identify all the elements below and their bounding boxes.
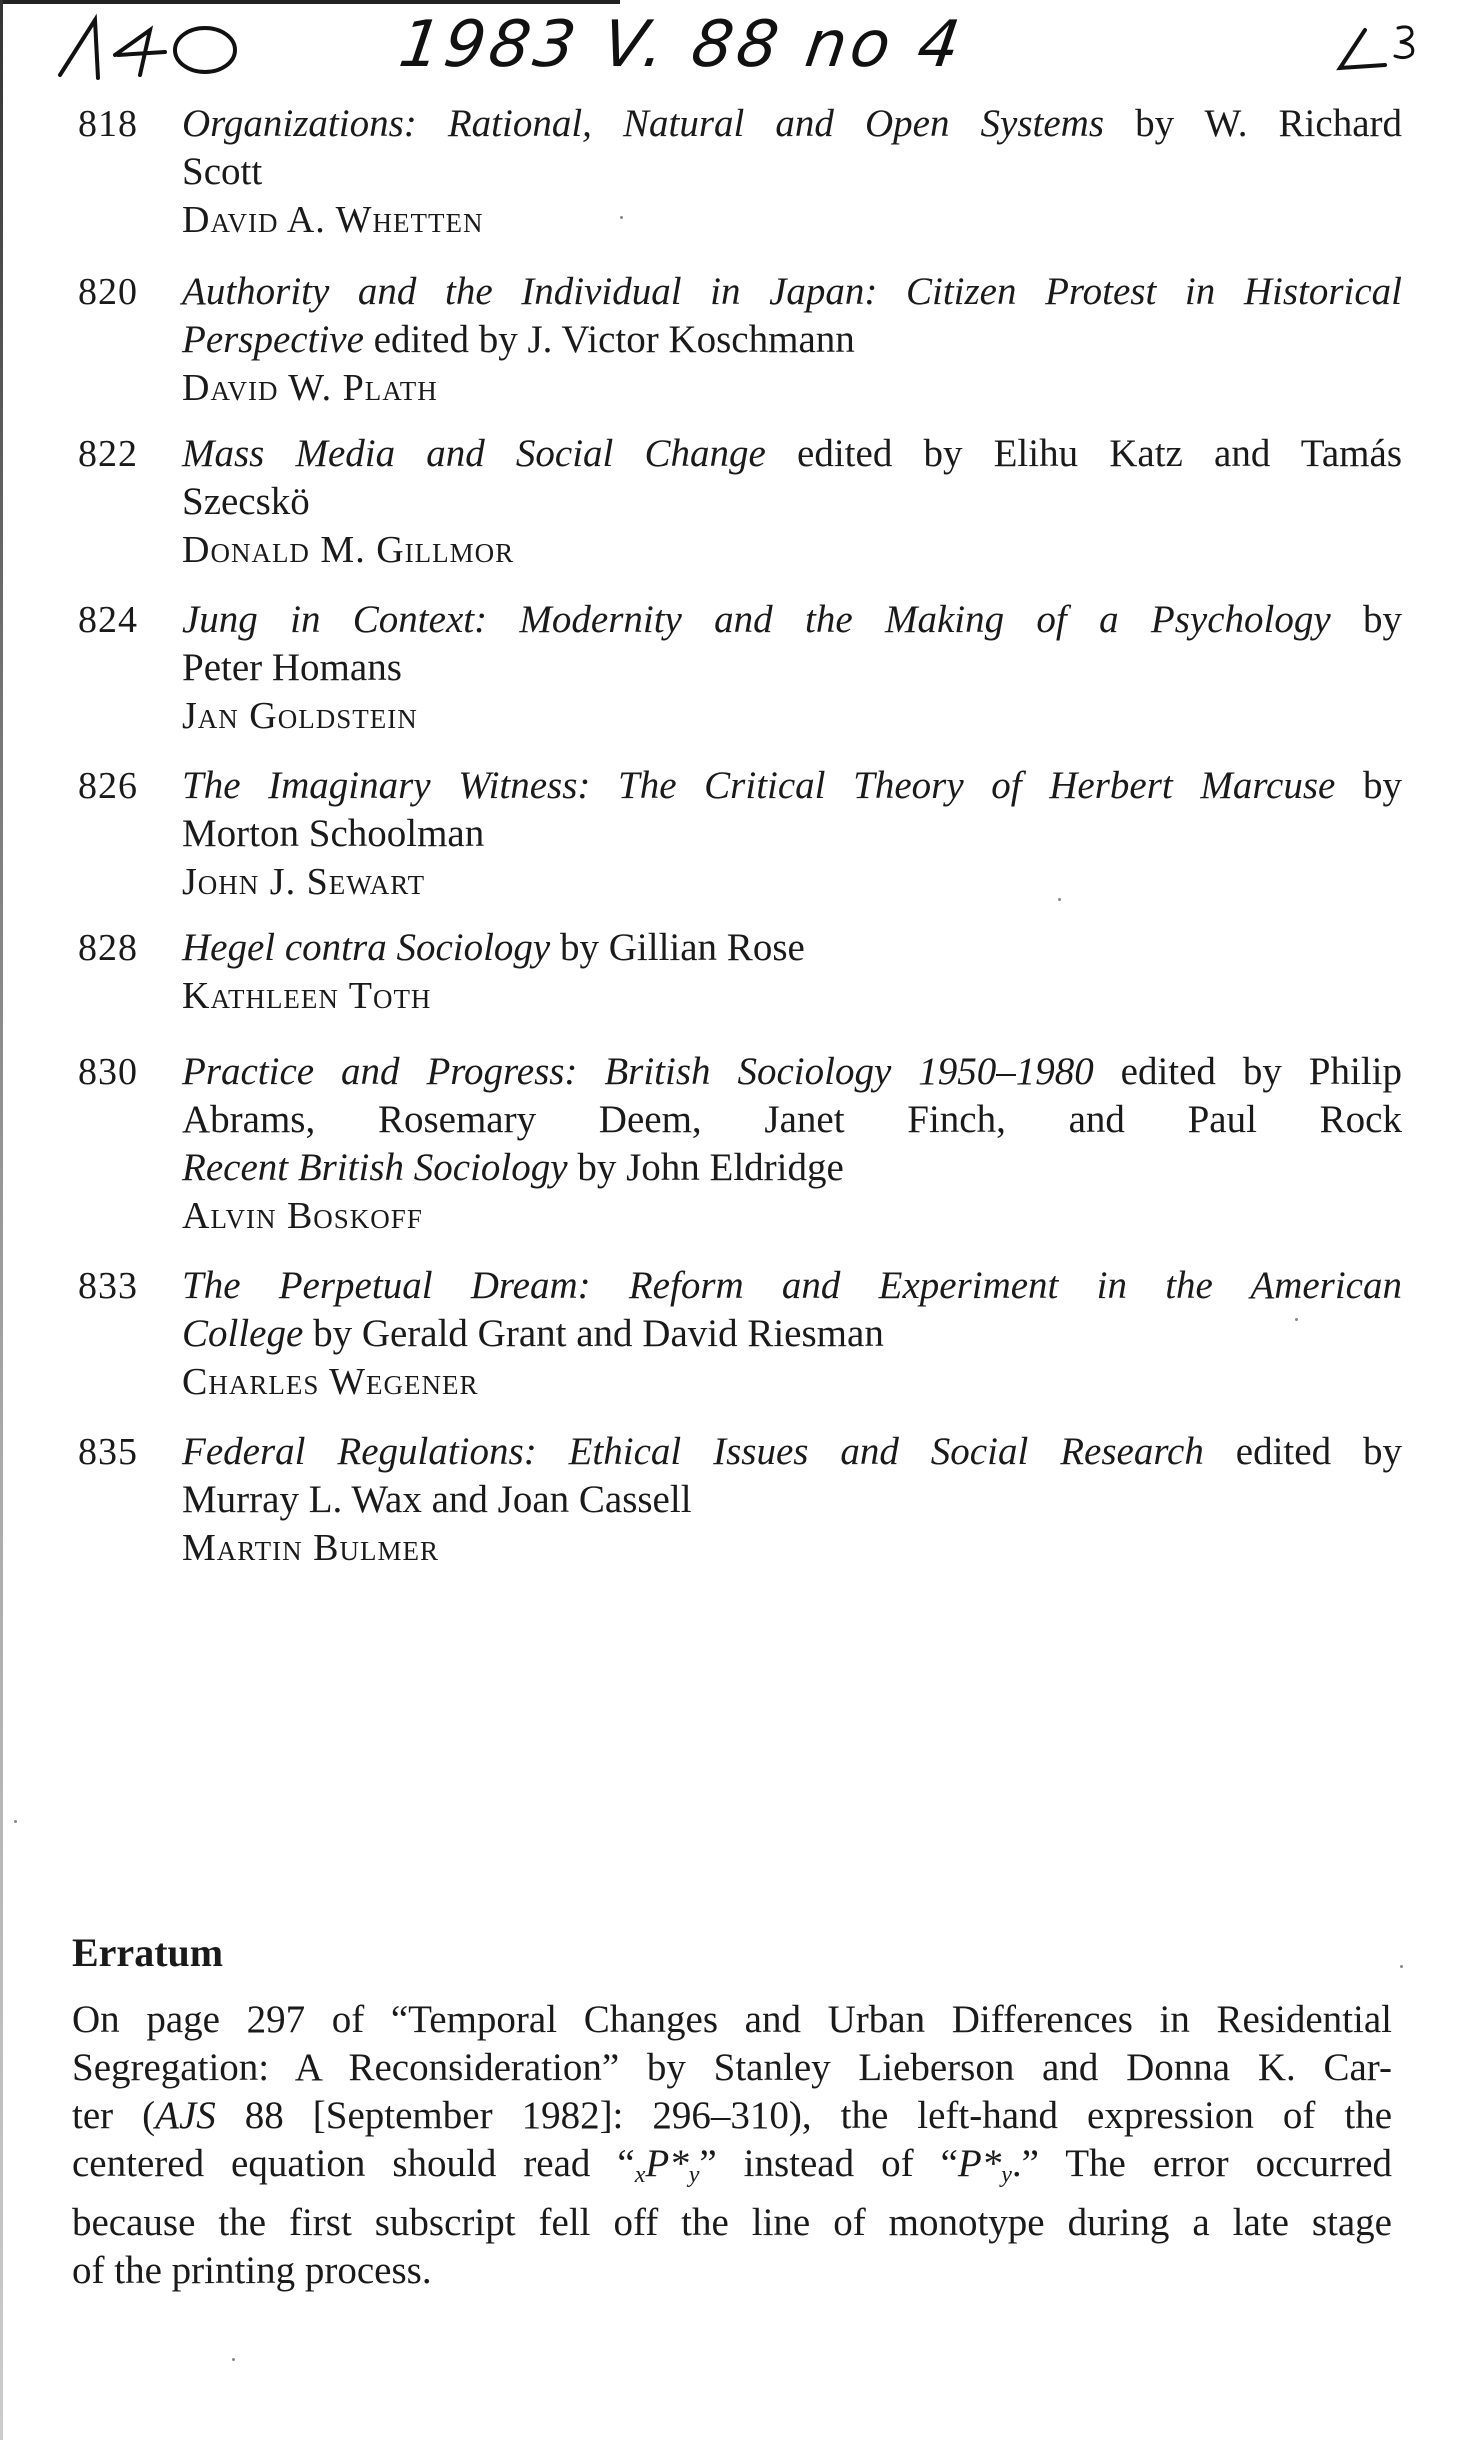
book-title: The Imaginary Witness: The Critical Theory of Herbert Marcuse	[182, 764, 1336, 807]
entry-line	[182, 1310, 1402, 1358]
entry-body	[182, 924, 1402, 1020]
entry-page-number: 833	[78, 1265, 138, 1307]
entry-page-number: 818	[78, 103, 138, 145]
entry-line	[182, 924, 1402, 972]
erratum-line: On page 297 of “Temporal Changes and Urban Differences in Residential	[72, 1998, 1392, 2041]
entry-text: by Gillian Rose	[550, 926, 805, 969]
entry-body	[182, 268, 1402, 412]
entry-body	[182, 596, 1402, 740]
erratum-section	[72, 1928, 1392, 2295]
entry-page-number: 830	[78, 1051, 138, 1093]
entry-page-number: 824	[78, 599, 138, 641]
entry-page-number: 820	[78, 271, 138, 313]
entry-text: Scott	[182, 150, 263, 193]
scan-speck	[232, 2358, 235, 2361]
reviewer-name: Martin Bulmer	[182, 1527, 440, 1569]
entry-text: Murray L. Wax and Joan Cassell	[182, 1478, 692, 1521]
scan-edge-left	[0, 0, 3, 2440]
book-title: The Perpetual Dream: Reform and Experiment in the American	[182, 1264, 1402, 1307]
erratum-heading: Erratum	[72, 1930, 224, 1975]
erratum-line: Segregation: A Reconsideration” by Stanley Lieberson and Donna K. Car-	[72, 2046, 1392, 2089]
entry-line	[182, 268, 1402, 316]
book-title: Organizations: Rational, Natural and Open Systems	[182, 102, 1105, 145]
entry-line	[182, 100, 1402, 148]
handwritten-volume-text: 1983 V. 88 no 4	[394, 8, 969, 82]
book-title: Mass Media and Social Change	[182, 432, 766, 475]
scan-speck	[1058, 898, 1061, 901]
book-title: College	[182, 1312, 304, 1355]
entry-line	[182, 762, 1402, 810]
entry-body	[182, 1262, 1402, 1406]
entry-body	[182, 430, 1402, 574]
reviewer-name: John J. Sewart	[182, 861, 426, 903]
reviewer-name: Alvin Boskoff	[182, 1195, 423, 1237]
entry-text: edited by Elihu Katz and Tamás	[765, 432, 1402, 475]
entry-line	[182, 316, 1402, 364]
entry-text: by John Eldridge	[567, 1146, 844, 1189]
entry-line	[182, 1096, 1402, 1144]
entry-text: edited by J. Victor Koschmann	[363, 318, 855, 361]
entry-line	[182, 596, 1402, 644]
entry-line	[182, 430, 1402, 478]
entry-text: by	[1335, 764, 1402, 807]
book-title: Hegel contra Sociology	[182, 926, 551, 969]
scan-speck	[1400, 1965, 1403, 1968]
reviewer-name: Kathleen Toth	[182, 975, 432, 1017]
scan-speck	[14, 1820, 17, 1823]
reviewer-name: Donald M. Gillmor	[182, 529, 515, 571]
entry-text: Szecskö	[182, 480, 310, 523]
scan-speck	[620, 216, 623, 219]
entry-body	[182, 1428, 1402, 1572]
book-title: Federal Regulations: Ethical Issues and Social Research	[182, 1430, 1204, 1473]
book-title: Practice and Progress: British Sociology 1950–1980	[182, 1050, 1094, 1093]
handwritten-annotation	[40, 0, 1440, 100]
entry-text: by	[1330, 598, 1402, 641]
entry-body	[182, 1048, 1402, 1240]
entry-page-number: 828	[78, 927, 138, 969]
reviewer-name: David A. Whetten	[182, 199, 484, 241]
correct-expression: $_xP*_y$	[634, 2142, 700, 2188]
reviewer-name: David W. Plath	[182, 367, 438, 409]
entry-text: Abrams, Rosemary Deem, Janet Finch, and Paul Rock	[182, 1098, 1402, 1141]
entry-body	[182, 762, 1402, 906]
entry-page-number: 826	[78, 765, 138, 807]
entry-line	[182, 1048, 1402, 1096]
book-title: Recent British Sociology	[182, 1146, 568, 1189]
reviewer-name: Charles Wegener	[182, 1361, 479, 1403]
entry-page-number: 822	[78, 433, 138, 475]
book-title: Jung in Context: Modernity and the Making of a Psychology	[182, 598, 1331, 641]
journal-abbreviation: AJS	[155, 2094, 216, 2137]
reviewer-name: Jan Goldstein	[182, 695, 418, 737]
entry-body	[182, 100, 1402, 244]
erratum-line: of the printing process.	[72, 2249, 432, 2292]
entry-line	[182, 478, 1402, 526]
scan-speck	[1295, 1318, 1298, 1321]
entry-line	[182, 1476, 1402, 1524]
entry-line	[182, 1428, 1402, 1476]
book-title: Authority and the Individual in Japan: Citizen Protest in Historical	[182, 270, 1402, 313]
erratum-line: ter (AJS 88 [September 1982]: 296–310), the left-hand expression of the	[72, 2094, 1393, 2137]
entry-line	[182, 1144, 1402, 1192]
entry-text: Peter Homans	[182, 646, 402, 689]
entry-line	[182, 810, 1402, 858]
erratum-line: centered equation should read “$_xP*_y$” instead of “$P*_y$.” The error occurred	[72, 2142, 1392, 2188]
erratum-line: because the first subscript fell off the line of monotype during a late stage	[72, 2201, 1392, 2244]
entry-text: by W. Richard	[1104, 102, 1402, 145]
entry-page-number: 835	[78, 1431, 138, 1473]
entry-line	[182, 644, 1402, 692]
incorrect-expression: $P*_y$	[957, 2142, 1012, 2188]
book-title: Perspective	[182, 318, 364, 361]
entry-line	[182, 148, 1402, 196]
entry-text: by Gerald Grant and David Riesman	[303, 1312, 884, 1355]
entry-text: edited by	[1203, 1430, 1402, 1473]
entry-line	[182, 1262, 1402, 1310]
entry-text: Morton Schoolman	[182, 812, 485, 855]
entry-text: edited by Philip	[1093, 1050, 1402, 1093]
erratum-paragraph	[72, 1996, 1392, 2295]
